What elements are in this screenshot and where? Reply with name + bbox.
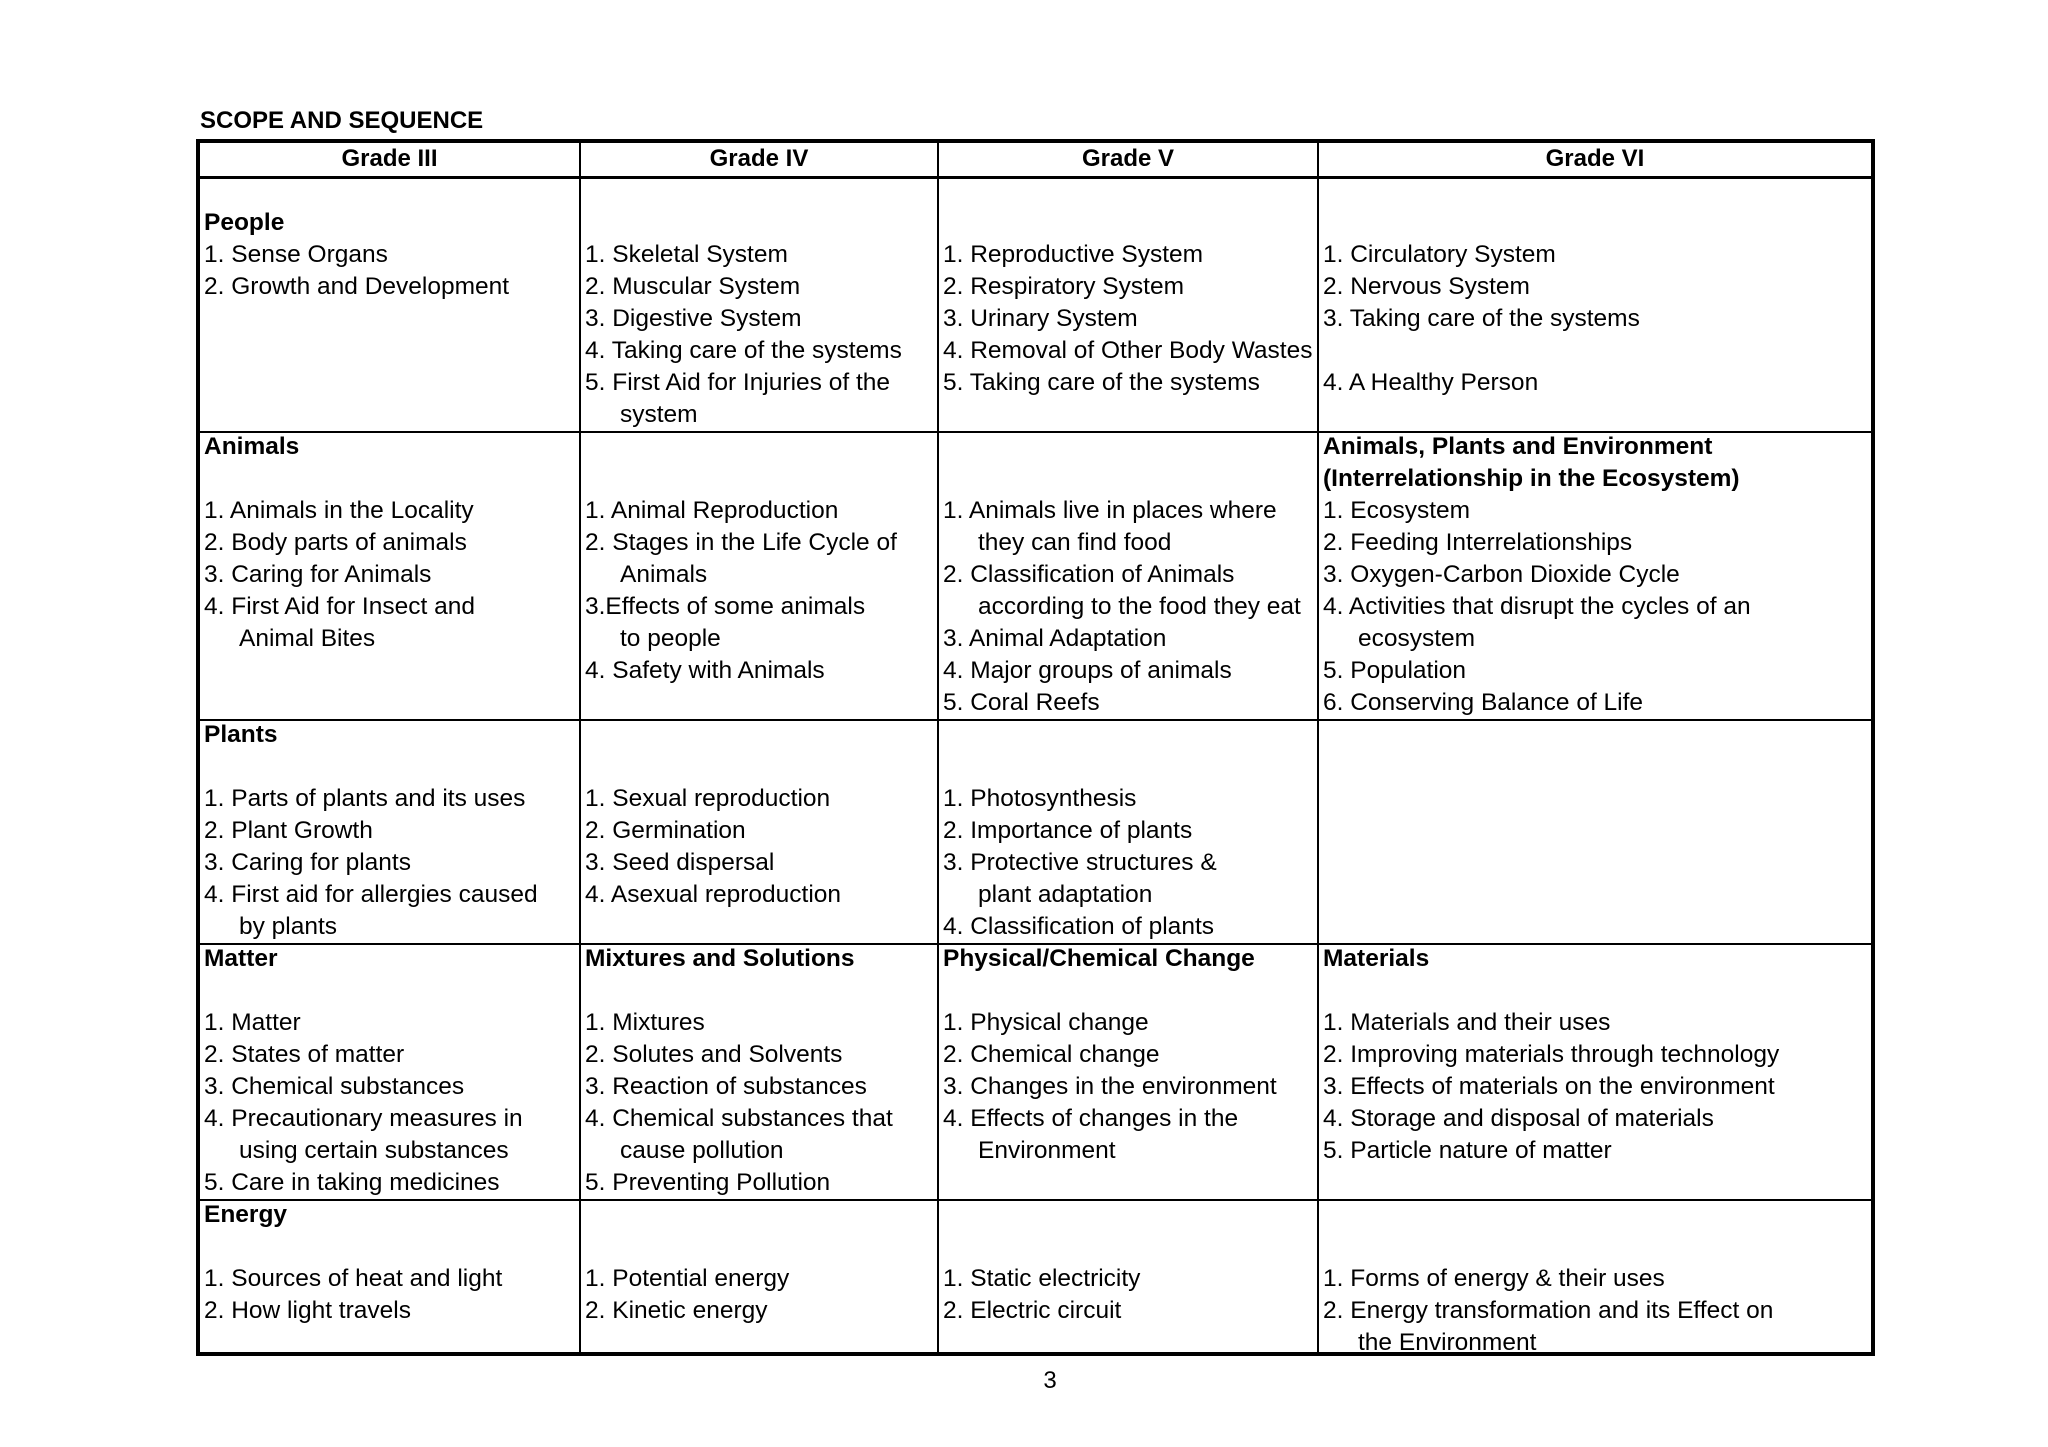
- list-item: 1. Sources of heat and light: [204, 1265, 503, 1292]
- page-number: 3: [1043, 1367, 1057, 1394]
- spacer: [204, 751, 538, 783]
- list-item: 4. Precautionary measures in: [204, 1105, 523, 1132]
- list-item: 4. Activities that disrupt the cycles of an: [1323, 593, 1751, 620]
- topic-title: Materials: [1323, 945, 1430, 972]
- people-grade-3: [204, 207, 509, 303]
- topic-title: Matter: [204, 945, 278, 972]
- plants-grade-4: [585, 783, 841, 911]
- list-item: 4. Asexual reproduction: [585, 881, 842, 908]
- list-item: 3. Oxygen-Carbon Dioxide Cycle: [1323, 561, 1680, 588]
- list-item: 1. Potential energy: [585, 1265, 790, 1292]
- matter-grade-3: [204, 943, 523, 1199]
- list-item: 1. Reproductive System: [943, 241, 1204, 268]
- list-item: 1. Static electricity: [943, 1265, 1141, 1292]
- list-item: 1. Forms of energy & their uses: [1323, 1265, 1665, 1292]
- list-item-continuation: using certain substances: [239, 1137, 509, 1164]
- list-item: 6. Conserving Balance of Life: [1323, 689, 1644, 716]
- energy-grade-6: [1323, 1263, 1773, 1359]
- column-divider-3: [1317, 143, 1319, 1352]
- list-item: 2. Kinetic energy: [585, 1297, 768, 1324]
- list-item: 2. Muscular System: [585, 273, 801, 300]
- topic-title: Mixtures and Solutions: [585, 945, 855, 972]
- list-item: 1. Skeletal System: [585, 241, 788, 268]
- list-item: 5. Taking care of the systems: [943, 369, 1260, 396]
- list-item: 1. Animals live in places where: [943, 497, 1277, 524]
- list-item: 2. Body parts of animals: [204, 529, 467, 556]
- list-item: 3. Reaction of substances: [585, 1073, 867, 1100]
- list-item: 2. Plant Growth: [204, 817, 373, 844]
- list-item: 4. Storage and disposal of materials: [1323, 1105, 1714, 1132]
- topic-title: People: [204, 209, 285, 236]
- animals-grade-3: [204, 431, 475, 655]
- list-item: 5. Population: [1323, 657, 1467, 684]
- column-divider-1: [579, 143, 581, 1352]
- list-item: 1. Circulatory System: [1323, 241, 1556, 268]
- list-item: 1. Animals in the Locality: [204, 497, 474, 524]
- header-grade-3: Grade III: [341, 145, 438, 172]
- list-item: 2. Nervous System: [1323, 273, 1530, 300]
- energy-grade-4: [585, 1263, 789, 1327]
- list-item: 5. Coral Reefs: [943, 689, 1100, 716]
- list-item-continuation: to people: [620, 625, 721, 652]
- column-divider-2: [937, 143, 939, 1352]
- plants-grade-5: [943, 783, 1217, 943]
- spacer: [943, 975, 1277, 1007]
- list-item: 2. Energy transformation and its Effect on: [1323, 1297, 1774, 1324]
- list-item: 2. Importance of plants: [943, 817, 1193, 844]
- list-item: 3. Changes in the environment: [943, 1073, 1277, 1100]
- list-item-continuation: the Environment: [1358, 1329, 1537, 1356]
- matter-grade-4: [585, 943, 893, 1199]
- list-item: 5. Care in taking medicines: [204, 1169, 500, 1196]
- list-item: 4. Taking care of the systems: [585, 337, 902, 364]
- matter-grade-6: [1323, 943, 1779, 1167]
- spacer: [204, 463, 475, 495]
- list-item: 2. Stages in the Life Cycle of: [585, 529, 897, 556]
- list-item: 5. Particle nature of matter: [1323, 1137, 1612, 1164]
- list-item: 2. Solutes and Solvents: [585, 1041, 843, 1068]
- list-item: 2. Feeding Interrelationships: [1323, 529, 1633, 556]
- topic-title: Physical/Chemical Change: [943, 945, 1255, 972]
- list-item-continuation: Animal Bites: [239, 625, 376, 652]
- list-item: 2. States of matter: [204, 1041, 405, 1068]
- list-item-continuation: cause pollution: [620, 1137, 784, 1164]
- list-item: 4. Safety with Animals: [585, 657, 825, 684]
- list-item: 3. Animal Adaptation: [943, 625, 1167, 652]
- people-grade-5: [943, 239, 1312, 399]
- list-item: 4. First aid for allergies caused: [204, 881, 538, 908]
- list-item: 3. Digestive System: [585, 305, 802, 332]
- list-item: 1. Photosynthesis: [943, 785, 1137, 812]
- animals-grade-4: [585, 495, 897, 687]
- list-item: 2. Growth and Development: [204, 273, 510, 300]
- header-grade-5: Grade V: [1081, 145, 1175, 172]
- list-item-continuation: according to the food they eat: [978, 593, 1301, 620]
- list-item: 3. Seed dispersal: [585, 849, 775, 876]
- list-item: 3. Chemical substances: [204, 1073, 465, 1100]
- list-item: 2. Classification of Animals: [943, 561, 1235, 588]
- list-item: 3. Caring for Animals: [204, 561, 432, 588]
- scope-sequence-table: [196, 139, 1875, 1356]
- energy-grade-3: [204, 1199, 502, 1327]
- list-item: 4. Removal of Other Body Wastes: [943, 337, 1313, 364]
- list-item: 1. Animal Reproduction: [585, 497, 839, 524]
- spacer: [204, 1231, 502, 1263]
- list-item-continuation: system: [620, 401, 698, 428]
- document-title: SCOPE AND SEQUENCE: [200, 107, 484, 134]
- list-item: 1. Mixtures: [585, 1009, 705, 1036]
- people-grade-4: [585, 239, 902, 431]
- list-item: 4. Chemical substances that: [585, 1105, 893, 1132]
- spacer: [585, 975, 893, 1007]
- list-item: 3. Effects of materials on the environment: [1323, 1073, 1775, 1100]
- spacer: [204, 975, 523, 1007]
- list-item: 1. Physical change: [943, 1009, 1149, 1036]
- list-item: 4. Classification of plants: [943, 913, 1214, 940]
- list-item: 3. Protective structures &: [943, 849, 1217, 876]
- list-item: 2. Improving materials through technology: [1323, 1041, 1780, 1068]
- energy-grade-5: [943, 1263, 1140, 1327]
- list-item: 4. A Healthy Person: [1323, 369, 1539, 396]
- list-item: 2. Germination: [585, 817, 746, 844]
- matter-grade-5: [943, 943, 1277, 1167]
- list-item-continuation: Animals: [620, 561, 708, 588]
- topic-title: Animals: [204, 433, 300, 460]
- plants-grade-3: [204, 719, 538, 943]
- list-item: 2. How light travels: [204, 1297, 411, 1324]
- topic-title: Plants: [204, 721, 278, 748]
- topic-title: Energy: [204, 1201, 288, 1228]
- list-item-continuation: by plants: [239, 913, 338, 940]
- header-divider: [200, 176, 1871, 179]
- list-item: 1. Sense Organs: [204, 241, 388, 268]
- list-item: 5. Preventing Pollution: [585, 1169, 831, 1196]
- animals-grade-5: [943, 495, 1301, 719]
- topic-subtitle: (Interrelationship in the Ecosystem): [1323, 465, 1740, 492]
- list-item: 1. Materials and their uses: [1323, 1009, 1611, 1036]
- list-item-continuation: Environment: [978, 1137, 1116, 1164]
- list-item: [1323, 335, 1640, 367]
- list-item: 1. Ecosystem: [1323, 497, 1471, 524]
- list-item: 5. First Aid for Injuries of the: [585, 369, 891, 396]
- list-item: 3. Caring for plants: [204, 849, 411, 876]
- list-item: 4. First Aid for Insect and: [204, 593, 475, 620]
- spacer: [1323, 975, 1779, 1007]
- people-grade-6: [1323, 239, 1640, 399]
- topic-title: Animals, Plants and Environment: [1323, 433, 1713, 460]
- header-grade-4: Grade IV: [709, 145, 809, 172]
- list-item: 1. Sexual reproduction: [585, 785, 831, 812]
- list-item: 3.Effects of some animals: [585, 593, 866, 620]
- list-item: 2. Respiratory System: [943, 273, 1184, 300]
- list-item: 4. Major groups of animals: [943, 657, 1232, 684]
- list-item: 3. Urinary System: [943, 305, 1138, 332]
- list-item-continuation: ecosystem: [1358, 625, 1476, 652]
- list-item: 2. Electric circuit: [943, 1297, 1122, 1324]
- list-item: 1. Parts of plants and its uses: [204, 785, 526, 812]
- list-item: 2. Chemical change: [943, 1041, 1160, 1068]
- list-item-continuation: plant adaptation: [978, 881, 1153, 908]
- list-item: 4. Effects of changes in the: [943, 1105, 1239, 1132]
- list-item-continuation: they can find food: [978, 529, 1172, 556]
- animals-grade-6: [1323, 431, 1751, 719]
- list-item: 3. Taking care of the systems: [1323, 305, 1640, 332]
- list-item: 1. Matter: [204, 1009, 301, 1036]
- header-grade-6: Grade VI: [1545, 145, 1645, 172]
